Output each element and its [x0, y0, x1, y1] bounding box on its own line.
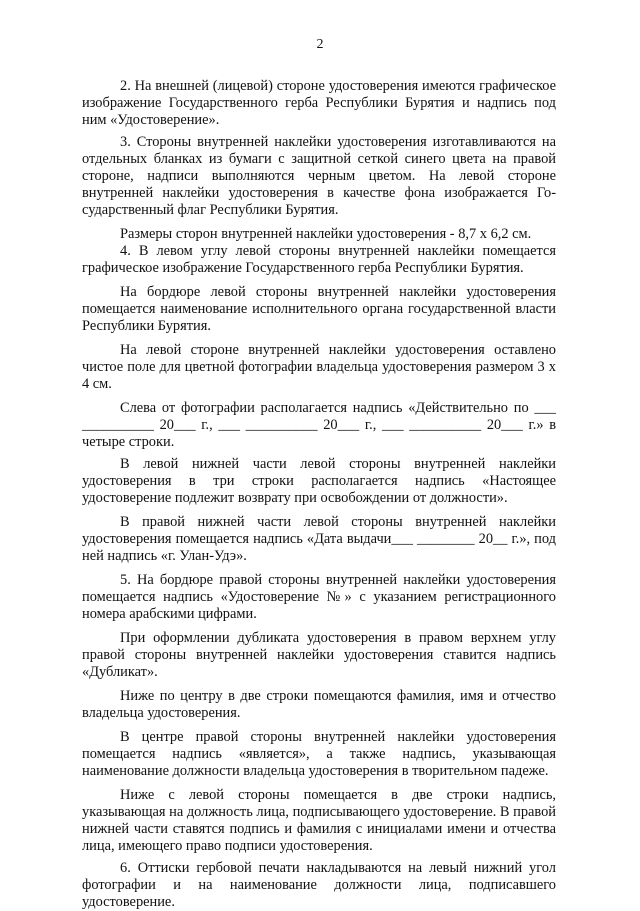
paragraph-item-3: 3. Стороны внутренней наклейки удостоверения изготавливаются на отдельных бланках из бумаги с защитной сеткой синего цвета на правой стороне, надписи выполняются черным цветом. На левой стороне внутренней наклейки удостоверения в качестве фона изображается Го-сударственный флаг Республики Бурятия.	[82, 134, 556, 218]
paragraph-valid-until: Слева от фотографии располагается надпись «Действительно по ___ __________ 20___ г., ___ __________ 20___ г., ___ __________ 20___ г.» в четыре строки.	[82, 400, 556, 450]
paragraph-label-size: Размеры сторон внутренней наклейки удостоверения - 8,7 х 6,2 см.	[120, 226, 532, 242]
paragraph-signature: Ниже с левой стороны помещается в две строки надпись, указывающая на должность лица, подписывающего удостоверение. В правой нижней части ставятся подпись и фамилия с инициалами имени и отчества лица, имеющего право подписи удостоверения.	[82, 787, 556, 854]
paragraph-item-2: 2. На внешней (лицевой) стороне удостоверения имеются графическое изображение Государственного герба Республики Бурятия и надпись под ним «Удостоверение».	[82, 78, 556, 128]
paragraph-border-left: На бордюре левой стороны внутренней наклейки удостоверения помещается наименование исполнительного органа государственной власти Республики Бурятия.	[82, 284, 556, 334]
paragraph-item-5: 5. На бордюре правой стороны внутренней наклейки удостоверения помещается надпись «Удостоверение №» с указанием регистрационного номера арабскими цифрами.	[82, 572, 556, 622]
paragraph-owner-name: Ниже по центру в две строки помещаются фамилия, имя и отчество владельца удостоверения.	[82, 688, 556, 721]
paragraph-duplicate: При оформлении дубликата удостоверения в правом верхнем углу правой стороны внутренней наклейки удостоверения ставится надпись «Дубликат».	[82, 630, 556, 680]
paragraph-issue-date: В правой нижней части левой стороны внутренней наклейки удостоверения помещается надпись «Дата выдачи___ ________ 20__ г.», под ней надпись «г. Улан-Удэ».	[82, 514, 556, 564]
paragraph-item-4: 4. В левом углу левой стороны внутренней наклейки помещается графическое изображение Государственного герба Республики Бурятия.	[82, 243, 556, 276]
paragraph-return-notice: В левой нижней части левой стороны внутренней наклейки удостоверения в три строки располагается надпись «Настоящее удостоверение подлежит возврату при освобождении от должности».	[82, 456, 556, 506]
paragraph-photo-field: На левой стороне внутренней наклейки удостоверения оставлено чистое поле для цветной фотографии владельца удостоверения размером 3 х 4 см.	[82, 342, 556, 392]
paragraph-position: В центре правой стороны внутренней наклейки удостоверения помещается надпись «является», а также надпись, указывающая наименование должности владельца удостоверения в творительном падеже.	[82, 729, 556, 779]
document-body	[82, 78, 556, 911]
paragraph-item-6: 6. Оттиски гербовой печати накладываются на левый нижний угол фотографии и на наименование должности лица, подписавшего удостоверение.	[82, 860, 556, 910]
page-number: 2	[316, 37, 324, 52]
